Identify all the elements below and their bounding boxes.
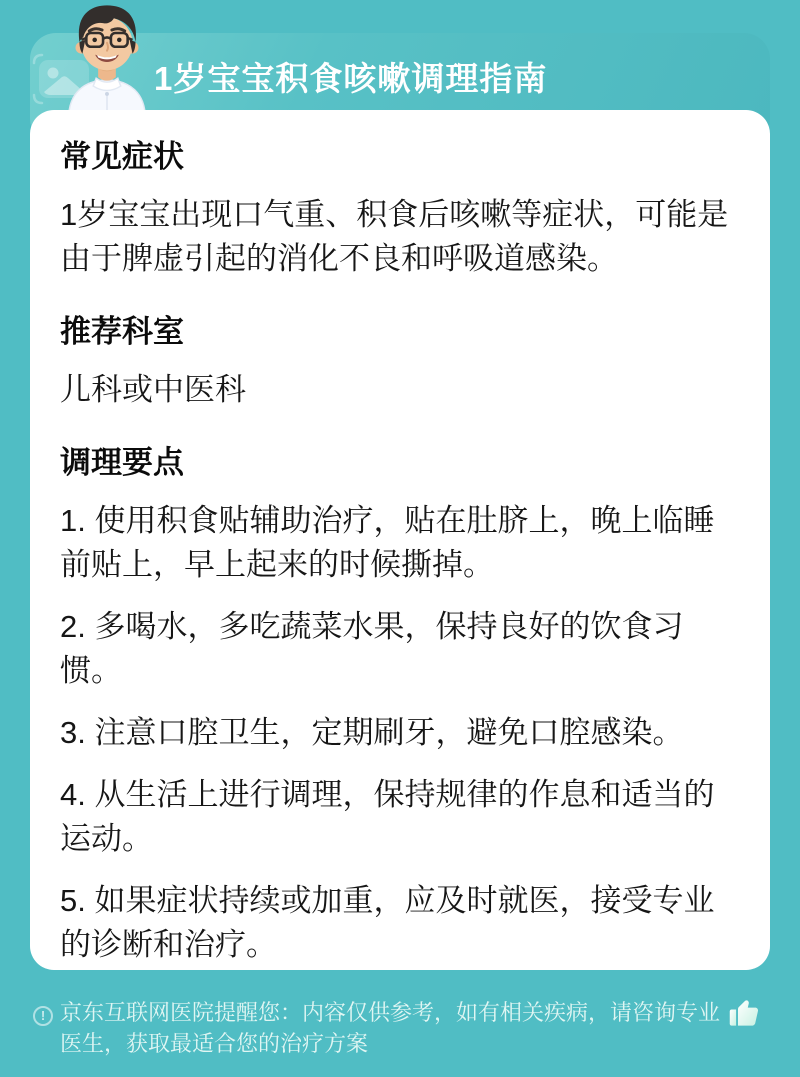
care-point-item: 4. 从生活上进行调理，保持规律的作息和适当的运动。	[60, 777, 715, 856]
doctor-avatar	[47, 2, 165, 119]
section-heading: 推荐科室	[60, 314, 184, 349]
care-point-item: 2. 多喝水，多吃蔬菜水果，保持良好的饮食习惯。	[60, 609, 684, 688]
thumbs-up-icon[interactable]	[725, 994, 763, 1032]
section-recommended-department	[60, 313, 744, 412]
section-paragraph: 儿科或中医科	[60, 372, 246, 407]
section-paragraph: 1岁宝宝出现口气重、积食后咳嗽等症状，可能是由于脾虚引起的消化不良和呼吸道感染。	[60, 197, 729, 276]
care-point-item: 1. 使用积食贴辅助治疗，贴在肚脐上，晚上临睡前贴上，早上起来的时候撕掉。	[60, 503, 715, 582]
disclaimer-text: 京东互联网医院提醒您：内容仅供参考，如有相关疾病，请咨询专业医生，获取最适合您的治疗方案	[60, 1000, 721, 1056]
section-care-points	[60, 444, 744, 967]
section-common-symptoms	[60, 138, 744, 281]
care-point-item: 5. 如果症状持续或加重，应及时就医，接受专业的诊断和治疗。	[60, 883, 715, 962]
page-title: 1岁宝宝积食咳嗽调理指南	[154, 60, 548, 97]
section-heading: 常见症状	[60, 139, 184, 174]
content-card	[30, 110, 770, 970]
care-point-item: 3. 注意口腔卫生，定期刷牙，避免口腔感染。	[60, 715, 684, 750]
alert-circle-icon: !	[33, 1006, 53, 1026]
section-heading: 调理要点	[60, 445, 184, 480]
